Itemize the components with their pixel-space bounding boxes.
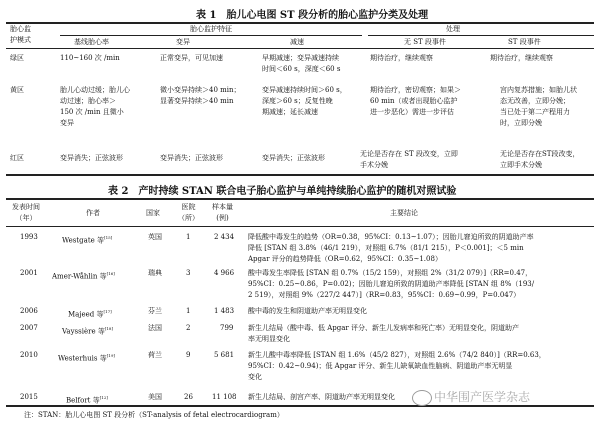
table1-yellow-no-st: 期待治疗，密切观察；如果＞ 60 min（或者出现胎心监护 进一步恶化）需进一步评估: [370, 86, 461, 116]
table1-header-handling: 处理: [446, 25, 460, 33]
table2-row-sample: 5 681: [214, 351, 235, 359]
table2-row-hospitals: 3: [186, 269, 191, 277]
table1-header-group: 胎心监 护模式: [10, 25, 31, 44]
table1-zone-green: 绿区: [10, 54, 24, 62]
table1-red-decel: 变异消失；正弦波形: [262, 154, 325, 162]
table2-caption: 表 2 产时持续 STAN 联合电子胎心监护与单纯持续胎心监护的随机对照试验: [108, 186, 457, 197]
table1-yellow-decel: 变异减速持续时间＞60 s， 深度＞60 s；反复性晚 期减速；延长减速: [262, 86, 347, 116]
table1-yellow-variability: 微小变异持续＞40 min； 显著变异持续＞40 min: [160, 86, 241, 105]
table2-row-author: Amer-Wåhlin 等[16]: [52, 271, 115, 281]
table2-row-conclusion: 新生儿结局（酸中毒、低 Apgar 评分、新生儿发病率和死亡率）无明显变化，阴道助产 率无明显变化: [248, 324, 519, 343]
table1-col-variability: 变异: [176, 38, 190, 46]
table1-red-variability: 变异消失；正弦波形: [160, 154, 223, 162]
table2-row-year: 2001: [20, 269, 38, 277]
table2-row-country: 法国: [148, 324, 162, 332]
table2-row-country: 瑞典: [148, 269, 162, 277]
table2-row-conclusion: 降低酸中毒发生的趋势（OR=0.38，95%CI：0.13~1.07）；因胎儿窘迫所致的阴道助产率 降低 [STAN 组 3.8%（46/1 219），对照组 6.7%（81/1 215），P＜0.001]；＜5 min Apgar 评分的趋势降低（OR=0.62，95%CI：0.35~1.08）: [248, 233, 534, 263]
table2-row-year: 2015: [20, 393, 38, 401]
table2-col-conclusion: 主要结论: [390, 209, 418, 217]
table2-row-author: Belfort 等[12]: [66, 395, 108, 405]
table2-row-author: Westerhuis 等[19]: [58, 353, 115, 363]
table1-green-variability: 正常变异，可见加速: [160, 54, 223, 62]
watermark-text: 中华围产医学杂志: [434, 390, 531, 404]
table2-row-sample: 799: [220, 324, 234, 332]
table2-row-author: Westgate 等[15]: [62, 235, 113, 245]
table2-row-sample: 2 434: [214, 233, 235, 241]
table1-col-st: ST 段事件: [508, 38, 541, 46]
table2-row-sample: 11 108: [212, 393, 237, 401]
table1-caption: 表 1 胎儿心电图 ST 段分析的胎心监护分类及处理: [196, 10, 429, 21]
table1-col-baseline: 基线胎心率: [74, 38, 109, 46]
table1-green-baseline: 110~160 次 /min: [60, 54, 120, 62]
table1-features-rule: [60, 35, 362, 36]
table1-header-features: 胎心监护特征: [190, 25, 232, 33]
table2-row-hospitals: 1: [186, 233, 191, 241]
table1-col-decel: 减速: [290, 38, 304, 46]
table2-row-country: 芬兰: [148, 307, 162, 315]
table2-col-hospitals: 医院 （所）: [178, 203, 199, 222]
table1-green-st: 期待治疗，继续观察: [490, 54, 553, 62]
table2-row-conclusion: 新生儿酸中毒率降低 [STAN 组 1.6%（45/2 827），对照组 2.6%（74/2 840）]（RR=0.63， 95%CI：0.42~0.94)；低 Apgar 评分、新生儿缺氧缺血性脑病、阴道助产率无明显 变化: [248, 351, 546, 381]
table1-green-decel: 早期减速；变异减速持续 时间＜60 s，深度＜60 s: [262, 54, 341, 73]
table2-row-conclusion: 酸中毒发生率降低 [STAN 组 0.7%（15/2 159），对照组 2%（31/2 079）]（RR=0.47， 95%CI：0.25~0.86，P=0.02)；因胎儿窘迫所致的阴道助产率降低 [STAN 组 8%（193/ 2 519），对照组 9%（227/2 447）]（RR=0.83，95%CI：0.69~0.99，P=0.047）: [248, 269, 535, 299]
table2-row-author: Vayssière 等[18]: [62, 326, 114, 336]
table2-row-country: 英国: [148, 233, 162, 241]
table2-row-conclusion: 新生儿结局、剖宫产率、阴道助产率无明显变化: [248, 393, 395, 401]
table1-red-no-st: 无论是否存在 ST 段改变，立即 手术分娩: [360, 150, 458, 169]
table2-col-sample: 样本量 (例): [212, 203, 233, 222]
table2-row-hospitals: 1: [186, 307, 191, 315]
table1-green-no-st: 期待治疗，继续观察: [370, 54, 433, 62]
table1-red-baseline: 变异消失；正弦波形: [60, 154, 123, 162]
table2-top-rule: [6, 198, 594, 200]
table2-row-author: Majeed 等[17]: [68, 309, 112, 319]
table1-top-rule: [6, 22, 594, 24]
table2-bottom-rule: [6, 405, 594, 407]
table2-row-year: 2007: [20, 324, 38, 332]
table2-row-country: 荷兰: [148, 351, 162, 359]
table2-col-year: 发表时间 （年）: [12, 203, 40, 222]
table2-col-author: 作者: [86, 209, 100, 217]
table1-col-no-st: 无 ST 段事件: [404, 38, 446, 46]
table2-row-hospitals: 26: [184, 393, 193, 401]
table1-header-rule: [6, 48, 594, 49]
table2-row-sample: 4 966: [214, 269, 235, 277]
table1-zone-yellow: 黄区: [10, 86, 24, 94]
table2-row-sample: 1 483: [214, 307, 235, 315]
table2-row-conclusion: 酸中毒的发生和阴道助产率无明显变化: [248, 307, 367, 315]
table2-row-year: 1993: [20, 233, 38, 241]
table1-zone-red: 红区: [10, 154, 24, 162]
table1-yellow-st: 宫内复苏措施；如胎儿状 态无改善，立即分娩； 当已处于第二产程用力 时，立即分娩: [500, 86, 577, 127]
table2-row-hospitals: 2: [186, 324, 191, 332]
table1-yellow-baseline: 胎儿心动过缓；胎儿心 动过速；胎心率＞ 150 次 /min 且微小 变异: [60, 86, 130, 127]
table2-row-hospitals: 9: [186, 351, 191, 359]
table2-row-year: 2010: [20, 351, 38, 359]
table2-note: 注：STAN：胎儿心电图 ST 段分析（ST-analysis of fetal electrocardiogram）: [24, 411, 284, 419]
wechat-icon: [412, 390, 432, 406]
table2-row-country: 美国: [148, 393, 162, 401]
table1-red-st: 无论是否存在ST段改变， 立即手术分娩: [500, 150, 580, 169]
table1-handling-rule: [368, 35, 594, 36]
table2-col-country: 国家: [146, 209, 160, 217]
table2-header-rule: [6, 226, 594, 227]
table1-bottom-rule: [6, 174, 594, 176]
table2-row-year: 2006: [20, 307, 38, 315]
